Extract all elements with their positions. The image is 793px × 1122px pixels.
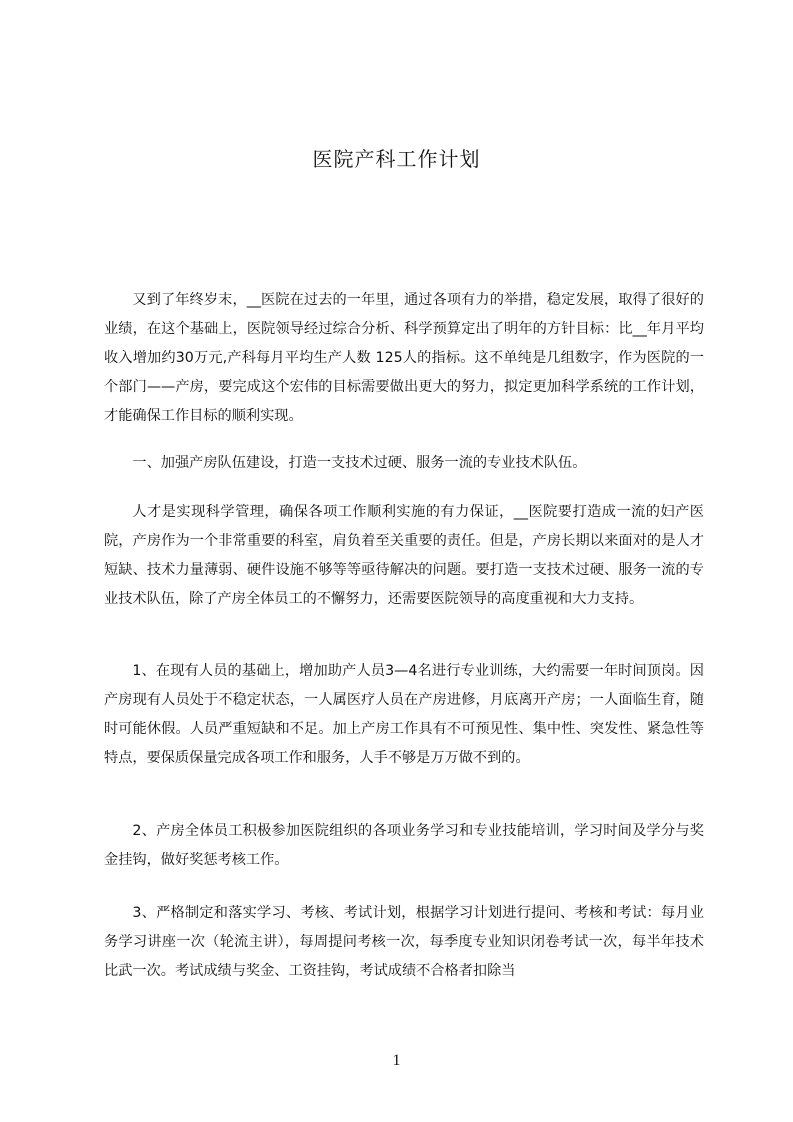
list-item-1 [104, 657, 704, 773]
paragraph-2 [104, 498, 704, 614]
paragraph-1 [104, 286, 704, 431]
list-item-text: 1、在现有人员的基础上，增加助产人员3—4名进行专业训练，大约需要一年时间顶岗。因产房现有人员处于不稳定状态，一人属医疗人员在产房进修，月底离开产房；一人面临生育，随时可能休假。人员严重短缺和不足。加上产房工作具有不可预见性、集中性、突发性、紧急性等特点，要保质保量完成各项工作和服务，人手不够是万万做不到的。 [104, 663, 704, 766]
list-item-text: 2、产房全体员工积极参加医院组织的各项业务学习和专业技能培训，学习时间及学分与奖金挂钩，做好奖惩考核工作。 [104, 823, 704, 868]
list-item-3 [104, 899, 704, 986]
list-item-2 [104, 817, 704, 875]
section-heading-text: 一、加强产房队伍建设，打造一支技术过硬、服务一流的专业技术队伍。 [132, 455, 587, 471]
paragraph-text: 人才是实现科学管理，确保各项工作顺利实施的有力保证，__医院要打造成一流的妇产医院，产房作为一个非常重要的科室，肩负着至关重要的责任。但是，产房长期以来面对的是人才短缺、技术力量薄弱、硬件设施不够等等亟待解决的问题。要打造一支技术过硬、服务一流的专业技术队伍，除了产房全体员工的不懈努力，还需要医院领导的高度重视和大力支持。 [104, 504, 704, 607]
list-item-text: 3、严格制定和落实学习、考核、考试计划，根据学习计划进行提问、考核和考试：每月业务学习讲座一次（轮流主讲），每周提问考核一次，每季度专业知识闭卷考试一次，每半年技术比武一次。考试成绩与奖金、工资挂钩，考试成绩不合格者扣除当 [104, 905, 704, 979]
section-heading-1 [104, 449, 704, 478]
page-number: 1 [392, 1052, 401, 1069]
document-title: 医院产科工作计划 [312, 147, 481, 171]
paragraph-text: 又到了年终岁末，__医院在过去的一年里，通过各项有力的举措，稳定发展，取得了很好的业绩，在这个基础上，医院领导经过综合分析、科学预算定出了明年的方针目标：比__年月平均收入增加约30万元,产科每月平均生产人数 125人的指标。这不单纯是几组数字，作为医院的一个部门——产房，要完成这个宏伟的目标需要做出更大的努力，拟定更加科学系统的工作计划，才能确保工作目标的顺利实现。 [104, 292, 704, 424]
